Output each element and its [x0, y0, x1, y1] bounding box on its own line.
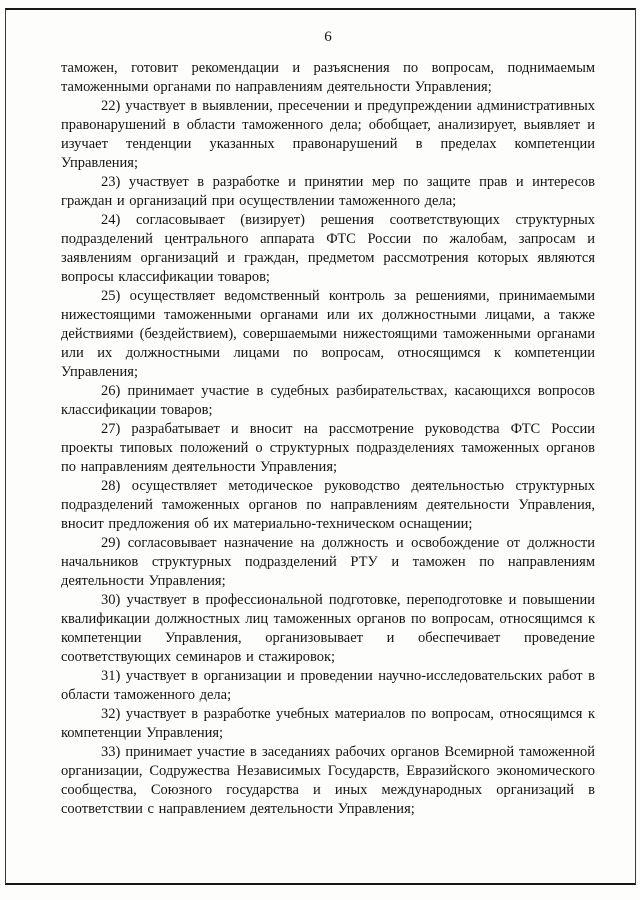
paragraph: 33) принимает участие в заседаниях рабочих органов Всемирной таможенной организации, Содружества Независимых Государств, Евразийского экономического сообщества, Союзного государства и иных международных организаций в соответствии с направлением деятельности Управления;	[61, 744, 595, 817]
page-number: 6	[324, 29, 332, 45]
paragraph: 24) согласовывает (визирует) решения соответствующих структурных подразделений центрального аппарата ФТС России по жалобам, запросам и заявлениям организаций и граждан, предметом рассмотрения которых являются вопросы классификации товаров;	[61, 212, 595, 285]
page-content	[61, 28, 595, 819]
paragraph: 23) участвует в разработке и принятии мер по защите прав и интересов граждан и организаций при осуществлении таможенного дела;	[61, 174, 595, 209]
paragraph: 30) участвует в профессиональной подготовке, переподготовке и повышении квалификации должностных лиц таможенных органов по вопросам, относящимся к компетенции Управления, организовывает и обеспечивает проведение соответствующих семинаров и стажировок;	[61, 592, 595, 665]
paragraph: 32) участвует в разработке учебных материалов по вопросам, относящимся к компетенции Управления;	[61, 706, 595, 741]
paragraph: 27) разрабатывает и вносит на рассмотрение руководства ФТС России проекты типовых положений о структурных подразделениях таможенных органов по направлениям деятельности Управления;	[61, 421, 595, 475]
paragraph: 28) осуществляет методическое руководство деятельностью структурных подразделений таможенных органов по направлениям деятельности Управления, вносит предложения об их материально-техническом оснащении;	[61, 478, 595, 532]
paragraph: 31) участвует в организации и проведении научно-исследовательских работ в области таможенного дела;	[61, 668, 595, 703]
paragraph: 25) осуществляет ведомственный контроль за решениями, принимаемыми нижестоящими таможенными органами или их должностными лицами, а также действиями (бездействием), совершаемыми нижестоящими таможенными органами или их должностными лицами по вопросам, относящимся к компетенции Управления;	[61, 288, 595, 380]
paragraph: таможен, готовит рекомендации и разъяснения по вопросам, поднимаемым таможенными органами по направлениям деятельности Управления;	[61, 60, 595, 95]
paragraph: 26) принимает участие в судебных разбирательствах, касающихся вопросов классификации товаров;	[61, 383, 595, 418]
paragraph: 29) согласовывает назначение на должность и освобождение от должности начальников структурных подразделений РТУ и таможен по направлениям деятельности Управления;	[61, 535, 595, 589]
paragraph: 22) участвует в выявлении, пресечении и предупреждении административных правонарушений в области таможенного дела; обобщает, анализирует, выявляет и изучает тенденции указанных правонарушений в пределах компетенции Управления;	[61, 98, 595, 171]
